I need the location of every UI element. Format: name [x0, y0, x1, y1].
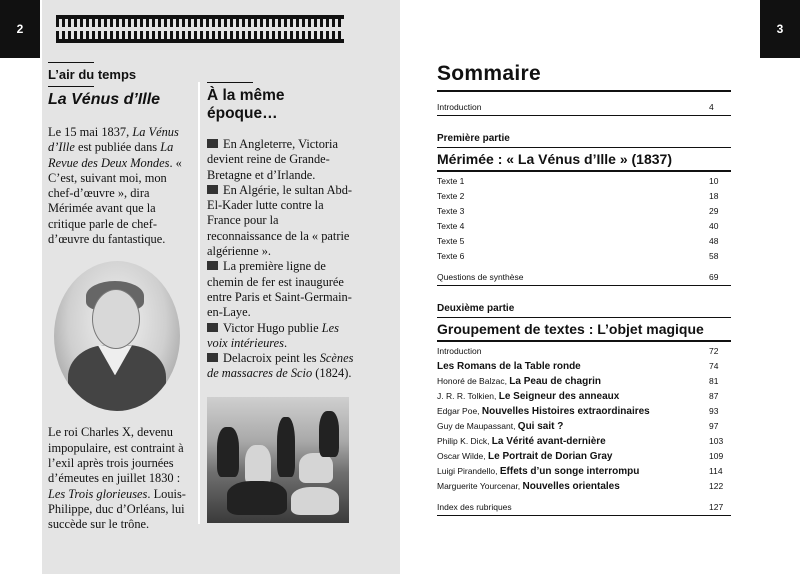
toc-title: Sommaire	[437, 62, 731, 92]
section-kicker: L’air du temps	[48, 67, 137, 82]
toc-row[interactable]: Edgar Poe, Nouvelles Histoires extraordinaires 93	[437, 406, 719, 417]
toc-row[interactable]: Texte 2 18	[437, 191, 719, 201]
toc-row[interactable]: Les Romans de la Table ronde 74	[437, 361, 719, 372]
event-item: Victor Hugo publie Les voix intérieures.	[207, 320, 339, 350]
toc-row[interactable]: Texte 3 29	[437, 206, 719, 216]
toc-row[interactable]: Luigi Pirandello, Effets d’un songe interrompu 114	[437, 466, 723, 477]
intro-paragraph: Le 15 mai 1837, La Vénus d’Ille est publiée dans La Revue des Deux Mondes. « C’est, suivant moi, mon chef-d’œuvre », dira Mérimée avant que la critique parle de chef-d’œuvre du fantastique.	[48, 125, 182, 247]
event-item: En Angleterre, Victoria devient reine de Grande-Bretagne et d’Irlande.	[207, 137, 338, 182]
history-paragraph: Le roi Charles X, devenu impopulaire, est contraint à l’exil après trois journées d’émeutes en juillet 1830 : Les Trois glorieuses. Louis-Philippe, duc d’Orléans, lui succède sur le trône.	[48, 425, 186, 532]
event-item: Delacroix peint les Scènes de massacres de Scio (1824).	[207, 351, 354, 381]
toc-row[interactable]: Texte 1 10	[437, 176, 719, 186]
section-title: La Vénus d’Ille	[48, 91, 161, 108]
col2-title: À la même époque…	[207, 87, 285, 122]
square-bullet-icon	[207, 139, 218, 148]
kicker-rule	[48, 62, 94, 63]
toc-row[interactable]: Guy de Maupassant, Qui sait ? 97	[437, 421, 719, 432]
square-bullet-icon	[207, 185, 218, 194]
toc-row[interactable]: Texte 5 48	[437, 236, 719, 246]
title-rule	[48, 86, 94, 87]
part1-items	[437, 174, 731, 264]
col2-rule	[207, 82, 253, 83]
ornament-band	[56, 15, 344, 43]
toc-row[interactable]: J. R. R. Tolkien, Le Seigneur des anneaux 87	[437, 391, 719, 402]
page-number-right: 3	[760, 0, 800, 58]
square-bullet-icon	[207, 353, 218, 362]
part2-items	[437, 344, 731, 494]
square-bullet-icon	[207, 323, 218, 332]
toc-row[interactable]: Texte 4 40	[437, 221, 719, 231]
square-bullet-icon	[207, 261, 218, 270]
toc-row[interactable]: Philip K. Dick, La Vérité avant-dernière 103	[437, 436, 724, 447]
table-of-contents	[437, 62, 731, 516]
column-divider	[198, 82, 200, 524]
toc-row[interactable]: Texte 6 58	[437, 251, 719, 261]
toc-intro-row[interactable]: Introduction 4	[437, 100, 731, 116]
right-column	[207, 82, 355, 382]
event-item: En Algérie, le sultan Abd-El-Kader lutte contre la France pour la reconnaissance de la « patrie algérienne ».	[207, 182, 353, 259]
page-number-left: 2	[0, 0, 40, 58]
part1-title: Mérimée : « La Vénus d’Ille » (1837)	[437, 148, 731, 172]
portrait-medallion	[54, 261, 180, 411]
left-column	[48, 62, 188, 532]
event-item: La première ligne de chemin de fer est inaugurée entre Paris et Saint-Germain-en-Laye.	[207, 259, 352, 320]
toc-row[interactable]: Marguerite Yourcenar, Nouvelles orientales 122	[437, 481, 724, 492]
part2-label: Deuxième partie	[437, 302, 731, 318]
toc-synthese-row[interactable]: Questions de synthèse 69	[437, 270, 731, 286]
toc-index-row[interactable]: Index des rubriques 127	[437, 500, 731, 516]
part2-title: Groupement de textes : L’objet magique	[437, 318, 731, 342]
painting-image	[207, 397, 349, 523]
toc-row[interactable]: Introduction 72	[437, 346, 719, 356]
toc-row[interactable]: Oscar Wilde, Le Portrait de Dorian Gray 109	[437, 451, 724, 462]
events-list	[207, 137, 355, 382]
toc-row[interactable]: Honoré de Balzac, La Peau de chagrin 81	[437, 376, 719, 387]
part1-label: Première partie	[437, 132, 731, 148]
